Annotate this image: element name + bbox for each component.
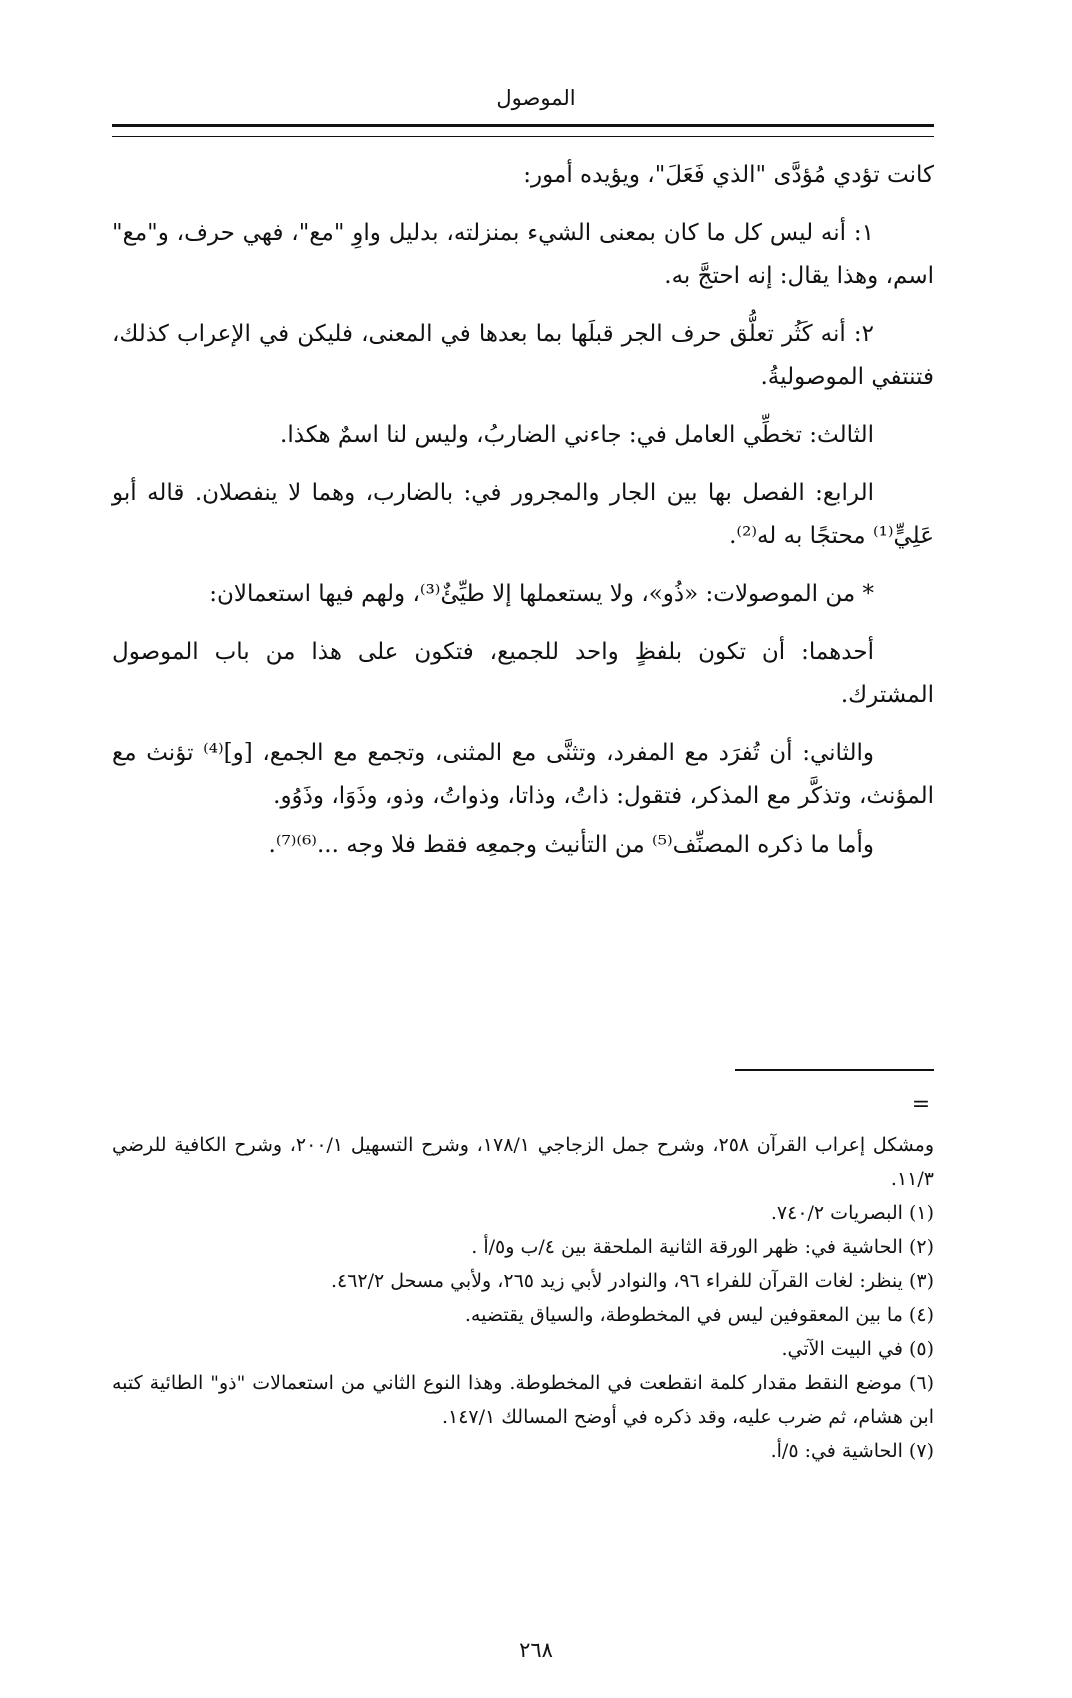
paragraph: الرابع: الفصل بها بين الجار والمجرور في: بالضارب، وهما لا ينفصلان. قاله أبو عَلِيٍّ⁽¹⁾ محتجًا به له⁽²⁾. bbox=[112, 480, 934, 549]
paragraph: أحدهما: أن تكون بلفظٍ واحد للجميع، فتكون على هذا من باب الموصول المشترك. bbox=[112, 639, 934, 708]
page-number: ٢٦٨ bbox=[519, 1638, 553, 1662]
footnote: (٣) ينظر: لغات القرآن للفراء ٩٦، والنوادر لأبي زيد ٢٦٥، ولأبي مسحل ٤٦٢/٢. bbox=[330, 1270, 934, 1292]
paragraph: كانت تؤدي مُؤدَّى "الذي فَعَلَ"، ويؤيده أمور: bbox=[523, 162, 934, 188]
footnote: (٥) في البيت الآتي. bbox=[781, 1338, 934, 1360]
footnote: (٧) الحاشية في: ٥/أ. bbox=[770, 1440, 934, 1462]
paragraph: ٢: أنه كَثُر تعلُّق حرف الجر قبلَها بما بعدها في المعنى، فليكن في الإعراب كذلك، فتنتفي الموصوليةُ. bbox=[112, 321, 934, 390]
footnote: ومشكل إعراب القرآن ٢٥٨، وشرح جمل الزجاجي ١٧٨/١، وشرح التسهيل ٢٠٠/١، وشرح الكافية للرضي ١١/٣. bbox=[112, 1134, 935, 1190]
footnote: (٦) موضع النقط مقدار كلمة انقطعت في المخطوطة. وهذا النوع الثاني من استعمالات "ذو" الطائية كتبه ابن هشام، ثم ضرب عليه، وقد ذكره في أوضح المسالك ١٤٧/١. bbox=[112, 1372, 934, 1428]
paragraph: الثالث: تخطِّي العامل في: جاءني الضاربُ، وليس لنا اسمٌ هكذا. bbox=[280, 422, 874, 448]
header-rule-thin bbox=[112, 136, 934, 137]
footnote-continuation-mark: = bbox=[911, 1092, 931, 1117]
paragraph: والثاني: أن تُفرَد مع المفرد، وتثنَّى مع المثنى، وتجمع مع الجمع، [و]⁽⁴⁾ تؤنث مع المؤنث، وتذكَّر مع المذكر، فتقول: ذاتُ، وذاتا، وذواتُ، وذو، وذَوَا، وذَوُو. bbox=[112, 740, 934, 809]
paragraph: وأما ما ذكره المصنِّف⁽⁵⁾ من التأنيث وجمعِه فقط فلا وجه ...⁽⁶⁾⁽⁷⁾. bbox=[268, 832, 874, 858]
footnote-separator bbox=[735, 1069, 934, 1071]
main-text bbox=[112, 154, 934, 867]
footnote: (٢) الحاشية في: ظهر الورقة الثانية الملحقة بين ٤/ب و٥/أ . bbox=[471, 1236, 934, 1258]
paragraph: ١: أنه ليس كل ما كان بمعنى الشيء بمنزلته، بدليل واوِ "مع"، فهي حرف، و"مع" اسم، وهذا يقال: إنه احتجَّ به. bbox=[112, 220, 934, 289]
running-header: الموصول bbox=[496, 86, 576, 110]
footnotes bbox=[112, 1128, 934, 1468]
header-rule-thick bbox=[112, 124, 934, 127]
paragraph: * من الموصولات: «ذُو»، ولا يستعملها إلا طيِّئٌ⁽³⁾، ولهم فيها استعمالان: bbox=[209, 581, 874, 607]
footnote: (٤) ما بين المعقوفين ليس في المخطوطة، والسياق يقتضيه. bbox=[464, 1304, 934, 1326]
footnote: (١) البصريات ٧٤٠/٢. bbox=[770, 1202, 934, 1224]
